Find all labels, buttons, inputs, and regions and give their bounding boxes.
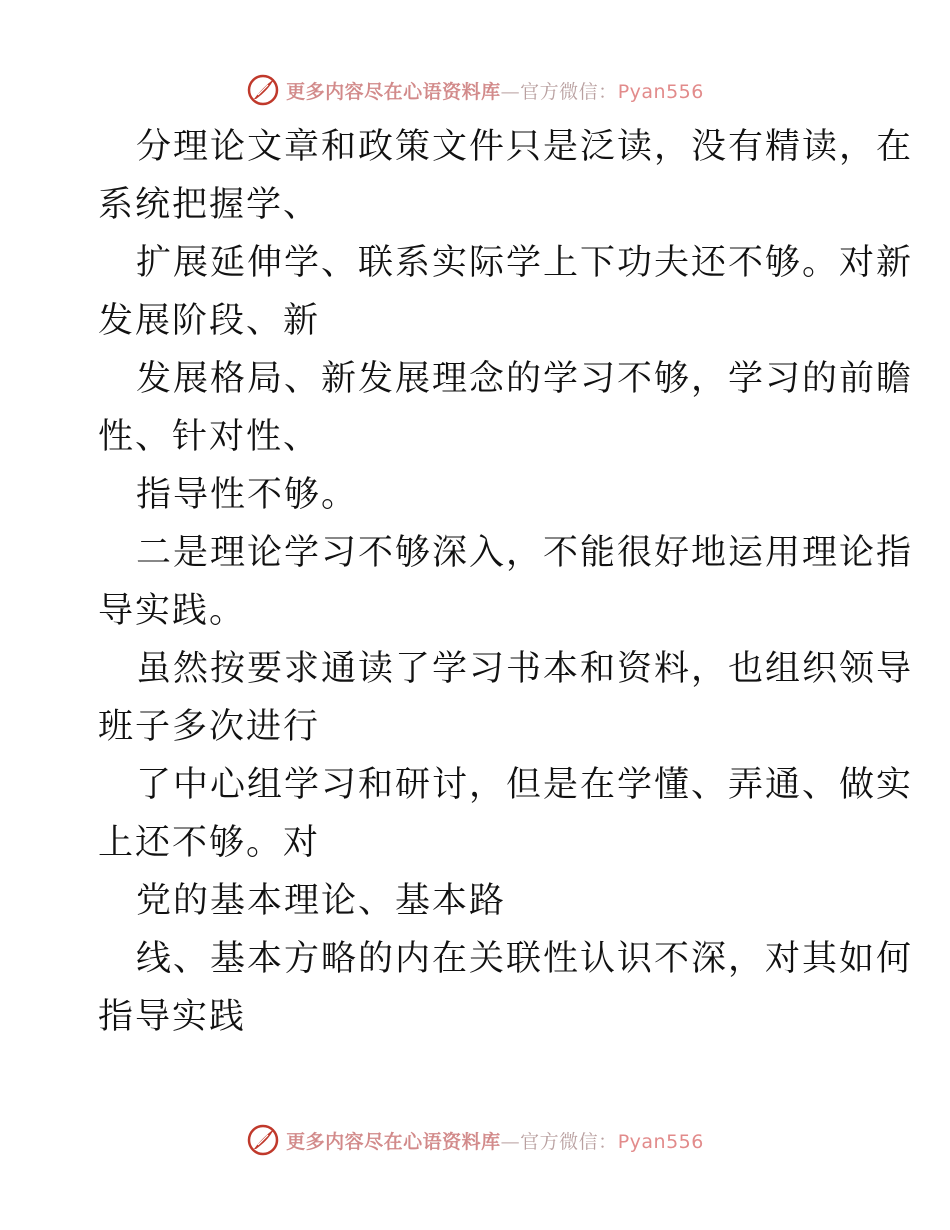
text-line: 班子多次进行: [98, 707, 321, 747]
footer-dash: —: [500, 1130, 521, 1153]
footer-watermark-text: [286, 1127, 704, 1154]
footer-official-label: 官方微信：: [520, 1130, 618, 1153]
quill-logo-icon: [246, 73, 280, 107]
footer-brand: 更多内容尽在心语资料库: [286, 1130, 501, 1153]
text-line: 党的基本理论、基本路: [136, 881, 507, 921]
header-watermark: [0, 70, 950, 110]
header-brand: 更多内容尽在心语资料库: [286, 80, 501, 103]
text-line: 导实践。: [98, 591, 247, 631]
quill-logo-icon: [246, 1123, 280, 1157]
header-official-label: 官方微信：: [520, 80, 618, 103]
text-line: 指导性不够。: [136, 475, 359, 515]
footer-watermark: [0, 1120, 950, 1160]
header-handle: Pyan556: [617, 80, 704, 103]
header-watermark-inner: [246, 73, 704, 107]
text-line: 发展阶段、新: [98, 301, 321, 341]
footer-watermark-inner: [246, 1123, 704, 1157]
text-line: 二是理论学习不够深入，不能很好地运用理论指: [136, 533, 914, 573]
text-line: 了中心组学习和研讨，但是在学懂、弄通、做实: [136, 765, 914, 805]
text-line: 分理论文章和政策文件只是泛读，没有精读，在: [136, 127, 914, 167]
header-watermark-text: [286, 77, 704, 104]
footer-handle: Pyan556: [617, 1130, 704, 1153]
header-dash: —: [500, 80, 521, 103]
text-line: 发展格局、新发展理念的学习不够，学习的前瞻: [136, 359, 914, 399]
text-line: 系统把握学、: [98, 185, 321, 225]
text-line: 虽然按要求通读了学习书本和资料，也组织领导: [136, 649, 914, 689]
text-line: 扩展延伸学、联系实际学上下功夫还不够。对新: [136, 243, 914, 283]
text-line: 线、基本方略的内在关联性认识不深，对其如何: [136, 939, 914, 979]
document-body: [98, 118, 914, 1046]
text-line: 性、针对性、: [98, 417, 321, 457]
text-line: 上还不够。对: [98, 823, 321, 863]
text-line: 指导实践: [98, 997, 247, 1037]
